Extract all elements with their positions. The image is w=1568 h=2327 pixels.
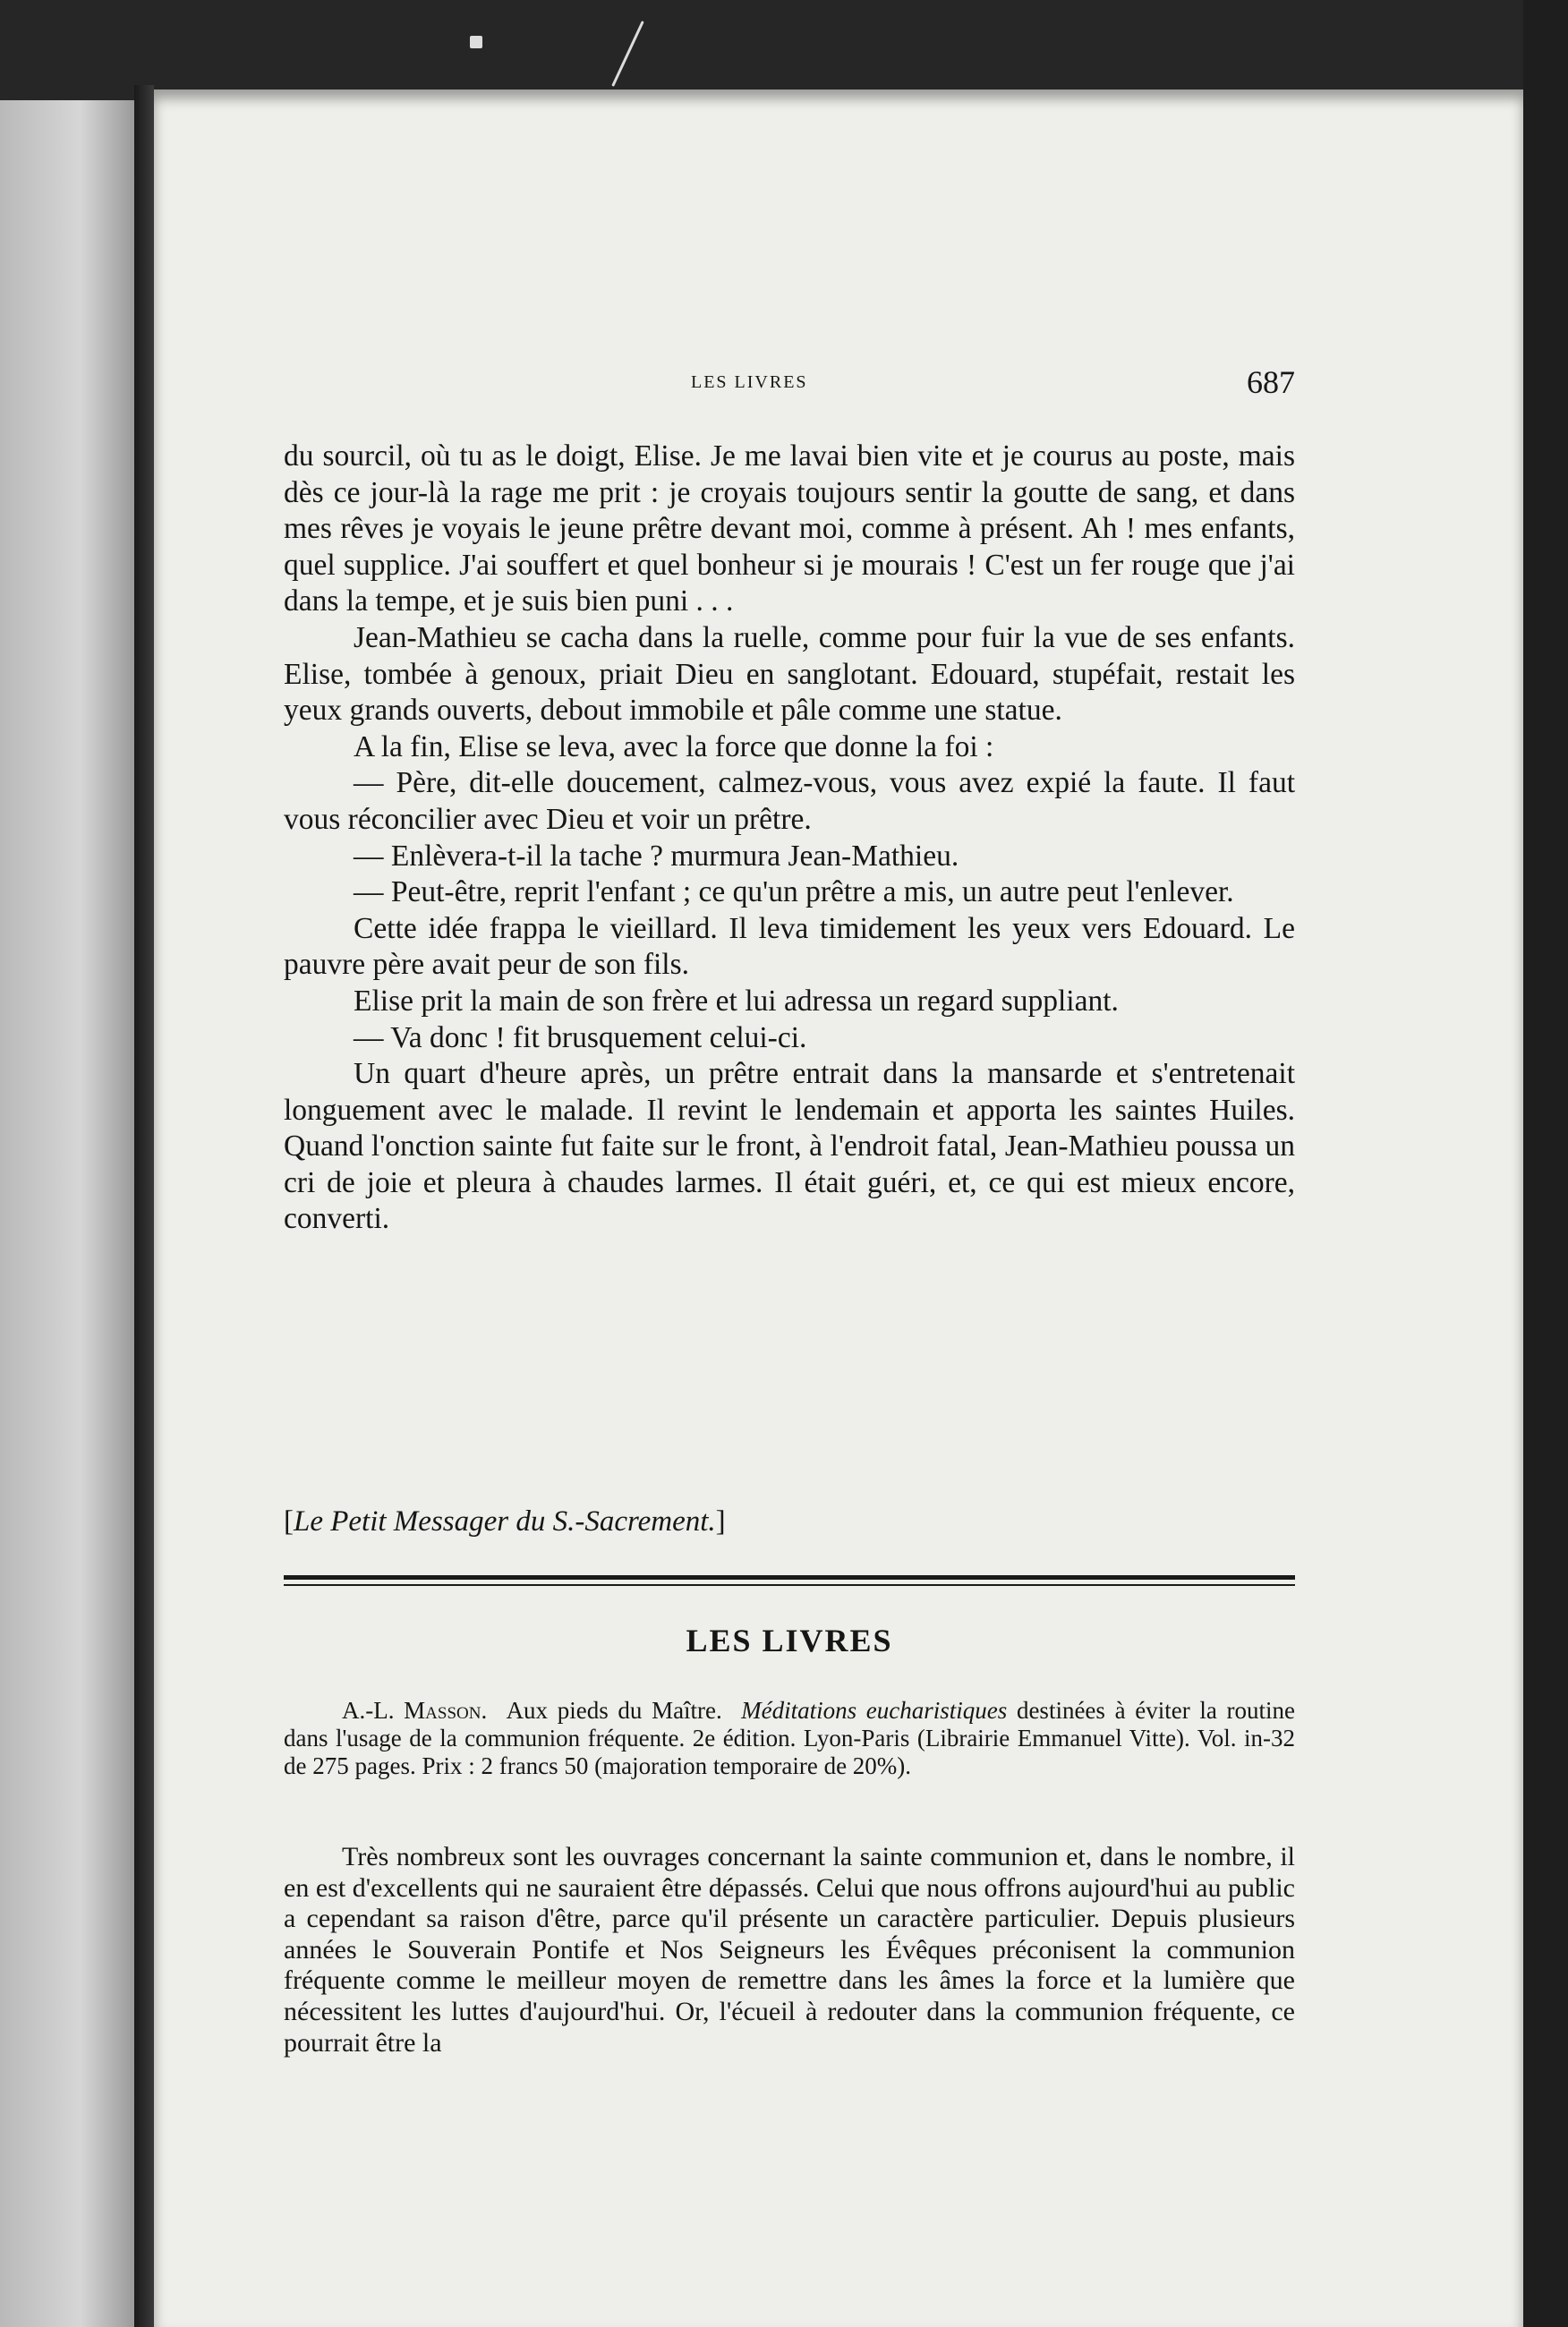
source-bracket-open: [ bbox=[284, 1505, 294, 1538]
running-head bbox=[284, 364, 1295, 405]
section-title: LES LIVRES bbox=[686, 1623, 893, 1658]
source-title: Le Petit Messager du S.-Sacrement. bbox=[294, 1505, 716, 1538]
book-spine-shadow bbox=[134, 85, 154, 2327]
book-page bbox=[154, 90, 1523, 2327]
book-entry bbox=[284, 1697, 1295, 1780]
story-paragraph: — Va donc ! fit brusquement celui-ci. bbox=[354, 1020, 807, 1054]
divider-thin-rule bbox=[284, 1584, 1295, 1586]
source-bracket-close: ] bbox=[715, 1505, 726, 1538]
story-paragraph: — Peut-être, reprit l'enfant ; ce qu'un prêtre a mis, un autre peut l'enlever. bbox=[354, 875, 1234, 909]
book-title: Aux pieds du Maître. bbox=[506, 1697, 722, 1724]
story-paragraph: Elise prit la main de son frère et lui adressa un regard suppliant. bbox=[354, 984, 1119, 1018]
story-text bbox=[284, 439, 1295, 1238]
section-divider bbox=[284, 1575, 1295, 1586]
left-page-edge bbox=[0, 100, 134, 2327]
book-author: A.-L. Masson. bbox=[342, 1697, 488, 1724]
source-citation bbox=[284, 1505, 726, 1539]
book-subtitle: Méditations eucharistiques bbox=[741, 1697, 1008, 1724]
story-paragraph: A la fin, Elise se leva, avec la force que donne la foi : bbox=[354, 729, 994, 763]
book-details: destinées à éviter la routine dans l'usage de la communion fréquente. 2e édition. Lyon-Paris (Librairie Emmanuel Vitte). Vol. in-32 de 275 pages. Prix : 2 francs 50 (majoration temporaire de 20%). bbox=[284, 1697, 1296, 1779]
dust-speck bbox=[470, 36, 482, 48]
book-citation bbox=[284, 1697, 1295, 1780]
right-scan-border bbox=[1523, 0, 1568, 2327]
book-review bbox=[284, 1842, 1295, 2058]
review-paragraph: Très nombreux sont les ouvrages concernant la sainte communion et, dans le nombre, il en est d'excellents qui ne sauraient être dépassés. Celui que nous offrons aujourd'hui au public a cependant sa raison d'être, parce qu'il présente un caractère particulier. Depuis plusieurs années le Souverain Pontife et Nos Seigneurs les Évêques préconisent la communion fréquente comme le meilleur moyen de remettre dans les âmes la force et la lumière que nécessitent les luttes d'aujourd'hui. Or, l'écueil à redouter dans la communion fréquente, ce pourrait être la bbox=[284, 1842, 1295, 2058]
story-paragraph: Cette idée frappa le vieillard. Il leva timidement les yeux vers Edouard. Le pauvre père avait peur de son fils. bbox=[284, 911, 1295, 982]
story-paragraph: Un quart d'heure après, un prêtre entrait dans la mansarde et s'entretenait longuement avec le malade. Il revint le lendemain et apporta les saintes Huiles. Quand l'onction sainte fut faite sur le front, à l'endroit fatal, Jean-Mathieu poussa un cri de joie et pleura à chaudes larmes. Il était guéri, et, ce qui est mieux encore, converti. bbox=[284, 1057, 1295, 1236]
story-paragraph: du sourcil, où tu as le doigt, Elise. Je me lavai bien vite et je courus au poste, mais dès ce jour-là la rage me prit : je croyais toujours sentir la goutte de sang, et dans mes rêves je voyais le jeune prêtre devant moi, comme à présent. Ah ! mes enfants, quel supplice. J'ai souffert et quel bonheur si je mourais ! C'est un fer rouge que j'ai dans la tempe, et je suis bien puni . . . bbox=[284, 439, 1295, 618]
story-paragraph: Jean-Mathieu se cacha dans la ruelle, comme pour fuir la vue de ses enfants. Elise, tombée à genoux, priait Dieu en sanglotant. Edouard, stupéfait, restait les yeux grands ouverts, debout immobile et pâle comme une statue. bbox=[284, 620, 1295, 728]
story-paragraph: — Enlèvera-t-il la tache ? murmura Jean-Mathieu. bbox=[354, 839, 959, 873]
running-title: LES LIVRES bbox=[691, 372, 808, 392]
page-number: 687 bbox=[1247, 364, 1295, 400]
divider-thick-rule bbox=[284, 1575, 1295, 1580]
dust-fiber bbox=[611, 21, 644, 87]
story-paragraph: — Père, dit-elle doucement, calmez-vous, vous avez expié la faute. Il faut vous réconcilier avec Dieu et voir un prêtre. bbox=[284, 766, 1295, 836]
